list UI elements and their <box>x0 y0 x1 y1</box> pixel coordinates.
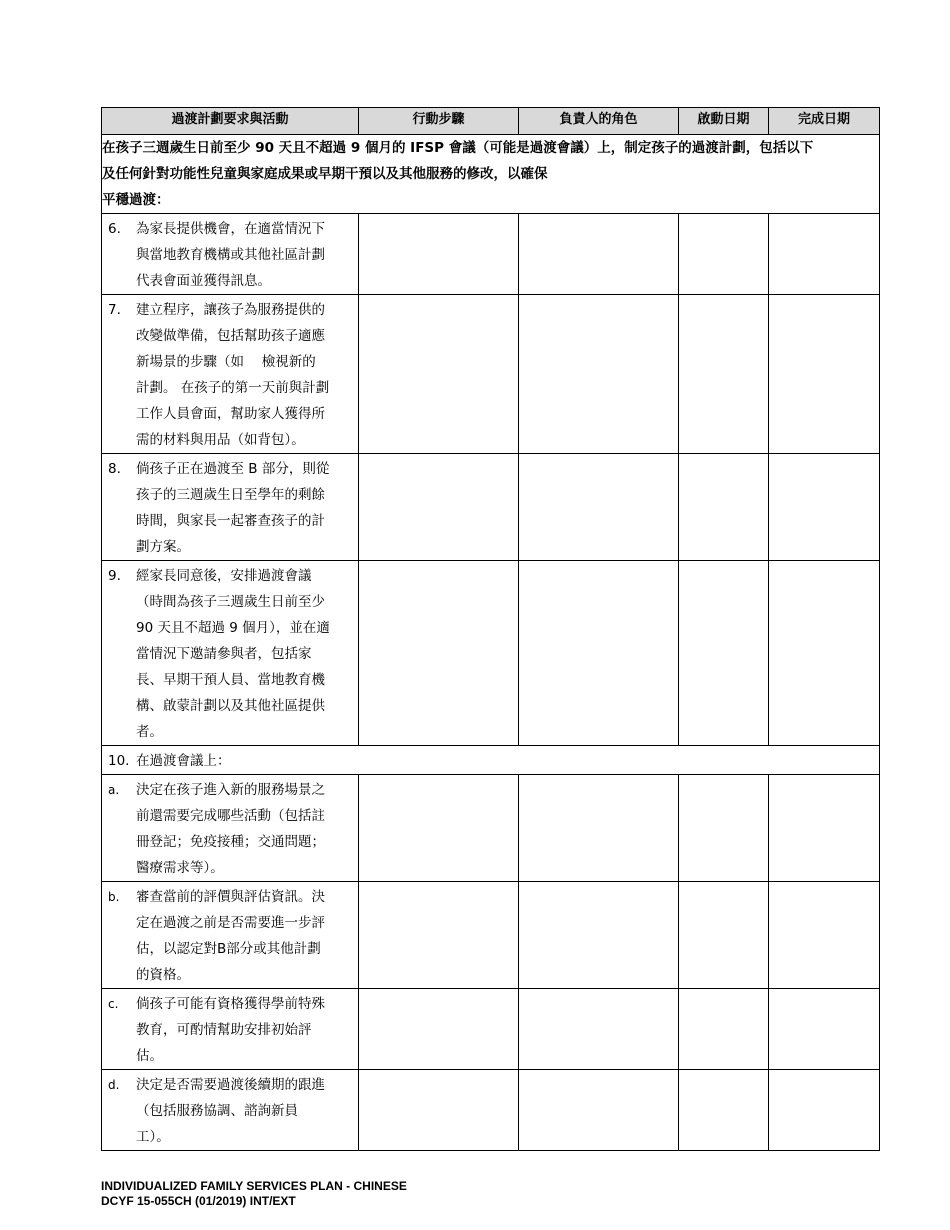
responsible-role-cell[interactable] <box>519 989 679 1070</box>
completion-date-cell[interactable] <box>769 1070 880 1151</box>
item-number: 9. <box>108 568 121 584</box>
item-line: 審查當前的評價與評估資訊。決 <box>136 889 325 905</box>
requirement-cell <box>102 775 359 882</box>
completion-date-cell[interactable] <box>769 214 880 295</box>
start-date-cell[interactable] <box>679 882 769 989</box>
transition-plan-table <box>101 107 880 1151</box>
action-steps-cell[interactable] <box>359 561 519 746</box>
item-line: 經家長同意後，安排過渡會議 <box>136 568 312 584</box>
action-steps-cell[interactable] <box>359 775 519 882</box>
item-line: 代表會面並獲得訊息。 <box>136 273 271 289</box>
requirement-cell <box>102 989 359 1070</box>
start-date-cell[interactable] <box>679 775 769 882</box>
item-line: 建立程序，讓孩子為服務提供的 <box>136 302 325 318</box>
table-row <box>102 989 880 1070</box>
action-steps-cell[interactable] <box>359 295 519 454</box>
item-line: 孩子的三週歲生日至學年的剩餘 <box>136 487 325 503</box>
action-steps-cell[interactable] <box>359 454 519 561</box>
header-completion-date: 完成日期 <box>769 108 880 135</box>
item-letter: d. <box>108 1078 120 1092</box>
item-10-cell <box>102 746 880 775</box>
item-line: 工）。 <box>136 1129 170 1145</box>
form-number: DCYF 15-055CH (01/2019) INT/EXT <box>101 1194 296 1208</box>
item-line: 決定在孩子進入新的服務場景之 <box>136 782 325 798</box>
responsible-role-cell[interactable] <box>519 561 679 746</box>
requirement-cell <box>102 882 359 989</box>
item-line: 新場景的步驟（如 檢視新的 <box>136 354 316 370</box>
completion-date-cell[interactable] <box>769 882 880 989</box>
responsible-role-cell[interactable] <box>519 775 679 882</box>
responsible-role-cell[interactable] <box>519 214 679 295</box>
intro-line: 平穩過渡： <box>102 192 170 208</box>
item-line: 時間，與家長一起審查孩子的計 <box>136 513 325 529</box>
item-line: 長、早期干預人員、當地教育機 <box>136 672 325 688</box>
item-number: 7. <box>108 302 121 318</box>
item-text <box>136 456 352 560</box>
item-line: （時間為孩子三週歲生日前至少 <box>136 594 325 610</box>
item-number: 10. <box>108 753 130 769</box>
intro-line: 及任何針對功能性兒童與家庭成果或早期干預以及其他服務的修改，以確保 <box>102 166 548 182</box>
item-line: 的資格。 <box>136 967 190 983</box>
action-steps-cell[interactable] <box>359 1070 519 1151</box>
item-letter: a. <box>108 783 120 797</box>
header-action-steps: 行動步驟 <box>359 108 519 135</box>
form-title: INDIVIDUALIZED FAMILY SERVICES PLAN - CHINESE <box>101 1179 407 1193</box>
item-line: 前還需要完成哪些活動（包括註 <box>136 808 325 824</box>
requirement-cell <box>102 561 359 746</box>
table-row <box>102 1070 880 1151</box>
header-start-date: 啟動日期 <box>679 108 769 135</box>
intro-row <box>102 135 880 214</box>
action-steps-cell[interactable] <box>359 882 519 989</box>
completion-date-cell[interactable] <box>769 561 880 746</box>
item-line: 倘孩子正在過渡至 B 部分，則從 <box>136 461 330 477</box>
start-date-cell[interactable] <box>679 989 769 1070</box>
item-line: （包括服務協調、諮詢新員 <box>136 1103 298 1119</box>
intro-line: 在孩子三週歲生日前至少 90 天且不超過 9 個月的 IFSP 會議（可能是過渡會議）上，制定孩子的過渡計劃，包括以下 <box>102 140 814 156</box>
intro-text <box>102 135 880 214</box>
item-line: 當情況下邀請參與者，包括家 <box>136 646 312 662</box>
header-row <box>102 108 880 135</box>
item-number: 6. <box>108 221 121 237</box>
item-line: 與當地教育機構或其他社區計劃 <box>136 247 325 263</box>
action-steps-cell[interactable] <box>359 214 519 295</box>
item-text <box>136 991 352 1069</box>
item-line: 教育，可酌情幫助安排初始評 <box>136 1022 312 1038</box>
item-line: 構、啟蒙計劃以及其他社區提供 <box>136 698 325 714</box>
start-date-cell[interactable] <box>679 454 769 561</box>
item-line: 90 天且不超過 9 個月），並在適 <box>136 620 330 636</box>
item-line: 計劃。 在孩子的第一天前與計劃 <box>136 380 330 396</box>
item-line: 定在過渡之前是否需要進一步評 <box>136 915 325 931</box>
table-row <box>102 295 880 454</box>
responsible-role-cell[interactable] <box>519 295 679 454</box>
form-footer <box>101 1179 407 1209</box>
item-line: 劃方案。 <box>136 539 190 555</box>
requirement-cell <box>102 1070 359 1151</box>
header-responsible-role: 負責人的角色 <box>519 108 679 135</box>
table-row <box>102 561 880 746</box>
start-date-cell[interactable] <box>679 561 769 746</box>
item-line: 醫療需求等）。 <box>136 860 224 876</box>
requirement-cell <box>102 454 359 561</box>
item-text: 在過渡會議上： <box>136 753 231 769</box>
start-date-cell[interactable] <box>679 1070 769 1151</box>
item-line: 者。 <box>136 724 163 740</box>
start-date-cell[interactable] <box>679 295 769 454</box>
item-line: 改變做準備，包括幫助孩子適應 <box>136 328 325 344</box>
item-line: 倘孩子可能有資格獲得學前特殊 <box>136 996 325 1012</box>
header-requirements: 過渡計劃要求與活動 <box>102 108 359 135</box>
item-line: 工作人員會面，幫助家人獲得所 <box>136 406 325 422</box>
completion-date-cell[interactable] <box>769 295 880 454</box>
item-text <box>136 884 352 988</box>
item-text <box>136 777 352 881</box>
item-line: 決定是否需要過渡後續期的跟進 <box>136 1077 325 1093</box>
item-line: 估。 <box>136 1048 163 1064</box>
item-text <box>136 1072 352 1150</box>
item-text <box>136 563 352 745</box>
item-line: 冊登記；免疫接種；交通問題； <box>136 834 325 850</box>
table-row-item-10 <box>102 746 880 775</box>
item-line: 需的材料與用品（如背包）。 <box>136 432 305 448</box>
start-date-cell[interactable] <box>679 214 769 295</box>
item-text <box>136 297 352 453</box>
table-row <box>102 775 880 882</box>
table-row <box>102 454 880 561</box>
responsible-role-cell[interactable] <box>519 1070 679 1151</box>
action-steps-cell[interactable] <box>359 989 519 1070</box>
completion-date-cell[interactable] <box>769 454 880 561</box>
completion-date-cell[interactable] <box>769 775 880 882</box>
item-number: 8. <box>108 461 121 477</box>
item-letter: b. <box>108 890 120 904</box>
responsible-role-cell[interactable] <box>519 454 679 561</box>
completion-date-cell[interactable] <box>769 989 880 1070</box>
requirement-cell <box>102 295 359 454</box>
item-line: 估，以認定對B部分或其他計劃 <box>136 941 321 957</box>
responsible-role-cell[interactable] <box>519 882 679 989</box>
table-row <box>102 214 880 295</box>
table-row <box>102 882 880 989</box>
item-text <box>136 216 352 294</box>
item-letter: c. <box>108 997 119 1011</box>
requirement-cell <box>102 214 359 295</box>
item-line: 為家長提供機會，在適當情況下 <box>136 221 325 237</box>
